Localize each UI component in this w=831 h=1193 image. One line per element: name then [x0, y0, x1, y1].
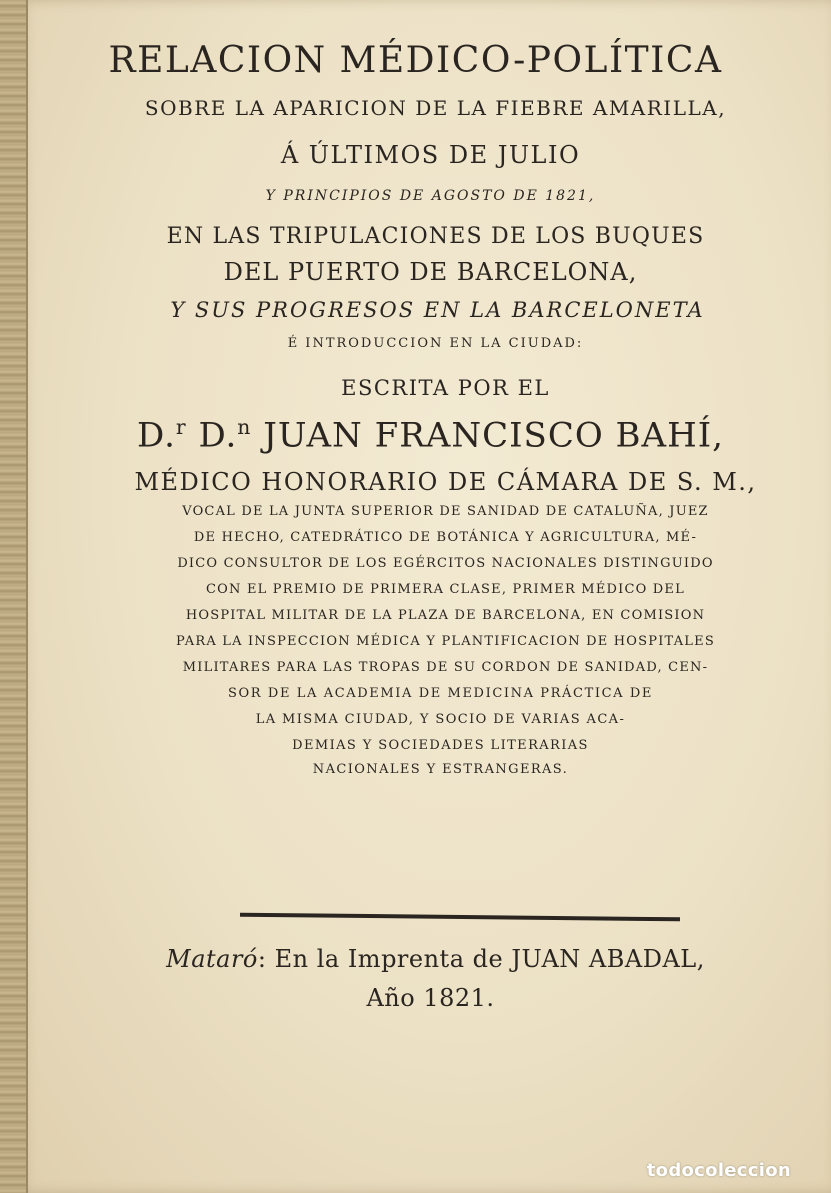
subtitle-line-5: DEL PUERTO DE BARCELONA,	[223, 258, 638, 286]
imprint-text: : En la Imprenta de JUAN ABADAL,	[257, 945, 705, 973]
imprint-place: Mataró	[166, 945, 258, 973]
author-title-1: MÉDICO HONORARIO DE CÁMARA DE S. M.,	[134, 468, 757, 496]
author-title-10: LA MISMA CIUDAD, Y SOCIO DE VARIAS ACA-	[255, 712, 626, 727]
book-spine	[0, 0, 28, 1193]
document-title: RELACION MÉDICO-POLÍTICA	[108, 40, 723, 81]
author-prefix-don-sup: n	[237, 415, 252, 439]
subtitle-line-4: EN LAS TRIPULACIONES DE LOS BUQUES	[166, 224, 705, 249]
subtitle-line-6: Y SUS PROGRESOS EN LA BARCELONETA	[170, 298, 705, 322]
author-prefix-don: D.	[198, 415, 238, 456]
subtitle-line-2: Á ÚLTIMOS DE JULIO	[280, 141, 581, 169]
author-title-5: CON EL PREMIO DE PRIMERA CLASE, PRIMER MÉDICO DEL	[206, 582, 685, 597]
author-line	[15, 415, 831, 455]
author-title-3: DE HECHO, CATEDRÁTICO DE BOTÁNICA Y AGRICULTURA, MÉ-	[193, 530, 698, 545]
author-name: JUAN FRANCISCO BAHÍ,	[263, 415, 724, 456]
subtitle-line-7: É INTRODUCCION EN LA CIUDAD:	[287, 336, 584, 351]
imprint-year: Año 1821.	[366, 984, 495, 1012]
author-title-9: SOR DE LA ACADEMIA DE MEDICINA PRÁCTICA DE	[228, 686, 653, 701]
subtitle-line-1: SOBRE LA APARICION DE LA FIEBRE AMARILLA,	[144, 96, 727, 120]
watermark-logo: todocoleccion	[646, 1160, 791, 1181]
imprint-line	[20, 945, 831, 973]
author-title-11: DEMIAS Y SOCIEDADES LITERARIAS	[292, 738, 589, 753]
author-title-12: NACIONALES Y ESTRANGERAS.	[312, 762, 569, 777]
author-title-7: PARA LA INSPECCION MÉDICA Y PLANTIFICACION DE HOSPITALES	[176, 634, 715, 649]
author-title-4: DICO CONSULTOR DE LOS EGÉRCITOS NACIONALES DISTINGUIDO	[177, 556, 714, 571]
written-by: ESCRITA POR EL	[341, 376, 550, 400]
subtitle-line-3: Y PRINCIPIOS DE AGOSTO DE 1821,	[265, 188, 596, 204]
author-title-6: HOSPITAL MILITAR DE LA PLAZA DE BARCELONA, EN COMISION	[185, 608, 706, 623]
author-prefix-doctor-sup: r	[175, 415, 187, 439]
author-prefix-doctor: D.	[137, 415, 176, 456]
author-title-2: VOCAL DE LA JUNTA SUPERIOR DE SANIDAD DE CATALUÑA, JUEZ	[182, 504, 709, 519]
author-title-8: MILITARES PARA LAS TROPAS DE SU CORDON DE SANIDAD, CEN-	[182, 660, 709, 675]
